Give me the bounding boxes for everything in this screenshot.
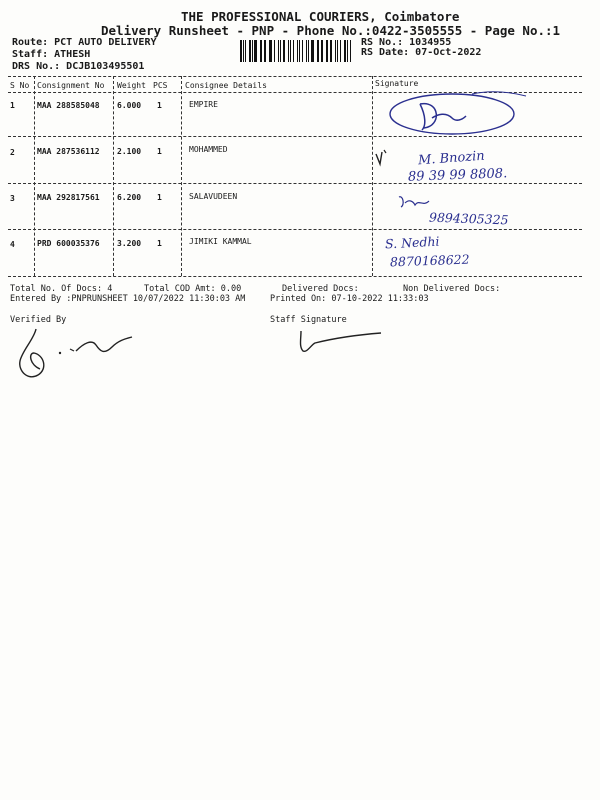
barcode-bar [252, 40, 253, 62]
row-sno: 3 [10, 194, 15, 203]
row-consignment: MAA 287536112 [37, 147, 100, 156]
barcode-bar [337, 40, 338, 62]
barcode-bar [347, 40, 348, 62]
row-consignment: MAA 288585048 [37, 101, 100, 110]
row4-receiver-phone: 8870168622 [389, 251, 470, 270]
row-consignee: EMPIRE [189, 100, 218, 109]
row-consignee: JIMIKI KAMMAL [189, 237, 252, 246]
barcode-bar [318, 40, 319, 62]
barcode-bar [302, 40, 303, 62]
tick-mark-icon [372, 148, 392, 168]
barcode-bar [240, 40, 242, 62]
barcode-bar [330, 40, 332, 62]
barcode-bar [344, 40, 346, 62]
row-sno: 2 [10, 148, 15, 157]
barcode-bar [254, 40, 256, 62]
printed-on: Printed On: 07-10-2022 11:33:03 [270, 294, 429, 304]
row-consignee: MOHAMMED [189, 145, 228, 154]
total-cod: Total COD Amt: 0.00 [144, 284, 242, 294]
table-top-rule [8, 76, 582, 77]
column-divider [113, 76, 114, 276]
barcode-bar [243, 40, 244, 62]
verified-by-label: Verified By [10, 315, 67, 325]
column-divider [34, 76, 35, 276]
barcode-bar [288, 40, 289, 62]
company-title: THE PROFESSIONAL COURIERS, Coimbatore [181, 9, 460, 24]
barcode-bar [308, 40, 310, 62]
barcode-bar [311, 40, 313, 62]
col-header-sno: S No [10, 81, 30, 90]
barcode-bar [264, 40, 266, 62]
row2-receiver-name: M. Bnozin [417, 148, 486, 169]
column-divider [372, 76, 373, 276]
row-consignee: SALAVUDEEN [189, 192, 238, 201]
row-pcs: 1 [157, 239, 162, 248]
drs-number: DRS No.: DCJB103495501 [12, 61, 145, 72]
col-header-signature: Signature [375, 79, 419, 88]
row-weight: 6.200 [117, 193, 142, 202]
row-sno: 4 [10, 240, 15, 249]
barcode-bar [270, 40, 272, 62]
barcode-bar [327, 40, 328, 62]
route-label: Route: PCT AUTO DELIVERY [12, 37, 157, 48]
barcode-bar [306, 40, 307, 62]
barcode-bar [350, 40, 352, 62]
barcode-bar [283, 40, 285, 62]
row4-receiver-name: S. Nedhi [384, 233, 440, 252]
barcode-bar [278, 40, 279, 62]
barcode-bar [297, 40, 298, 62]
rs-date: RS Date: 07-Oct-2022 [361, 47, 482, 58]
staff-signature [295, 327, 385, 357]
barcode-bar [335, 40, 337, 62]
barcode-bar [269, 40, 270, 62]
row-sno: 1 [10, 101, 15, 110]
row-weight: 6.000 [117, 101, 142, 110]
barcode-bar [317, 40, 318, 62]
barcode-bar [293, 40, 294, 62]
barcode-bar [299, 40, 301, 62]
staff-label: Staff: ATHESH [12, 49, 91, 60]
row-pcs: 1 [157, 101, 162, 110]
row-consignment: MAA 292817561 [37, 193, 100, 202]
row-pcs: 1 [157, 193, 162, 202]
barcode-bar [280, 40, 281, 62]
row-divider [8, 229, 582, 230]
barcode-bar [326, 40, 327, 62]
signature-row1 [380, 86, 530, 138]
row-divider [8, 183, 582, 184]
staff-signature-label: Staff Signature [270, 315, 347, 325]
verifier-signature [14, 325, 134, 385]
row-consignment: PRD 600035376 [37, 239, 100, 248]
row-pcs: 1 [157, 147, 162, 156]
barcode [240, 40, 354, 62]
row2-receiver-phone: 89 39 99 8808. [407, 166, 508, 185]
non-delivered-docs: Non Delivered Docs: [403, 284, 501, 294]
barcode-bar [249, 40, 251, 62]
col-header-consignee: Consignee Details [185, 81, 267, 90]
rs-number: RS No.: 1034955 [361, 37, 452, 48]
barcode-bar [321, 40, 323, 62]
column-divider [181, 76, 182, 276]
col-header-weight: Weight [117, 81, 146, 90]
col-header-consignment: Consignment No [37, 81, 105, 90]
barcode-bar [261, 40, 262, 62]
col-header-pcs: PCS [153, 81, 168, 90]
total-docs: Total No. Of Docs: 4 [10, 284, 113, 294]
entered-by: Entered By :PNPRUNSHEET 10/07/2022 11:30:03 AM [10, 294, 246, 304]
barcode-bar [290, 40, 292, 62]
row3-receiver-phone: 9894305325 [428, 209, 509, 228]
barcode-bar [340, 40, 341, 62]
delivered-docs: Delivered Docs: [282, 284, 359, 294]
row-weight: 3.200 [117, 239, 142, 248]
signature-row3 [395, 193, 435, 211]
runsheet-subtitle: Delivery Runsheet - PNP - Phone No.:0422-3505555 - Page No.:1 [101, 23, 561, 38]
barcode-bar [260, 40, 261, 62]
table-bottom-rule [8, 276, 582, 277]
barcode-bar [274, 40, 276, 62]
barcode-bar [245, 40, 246, 62]
row-weight: 2.100 [117, 147, 142, 156]
